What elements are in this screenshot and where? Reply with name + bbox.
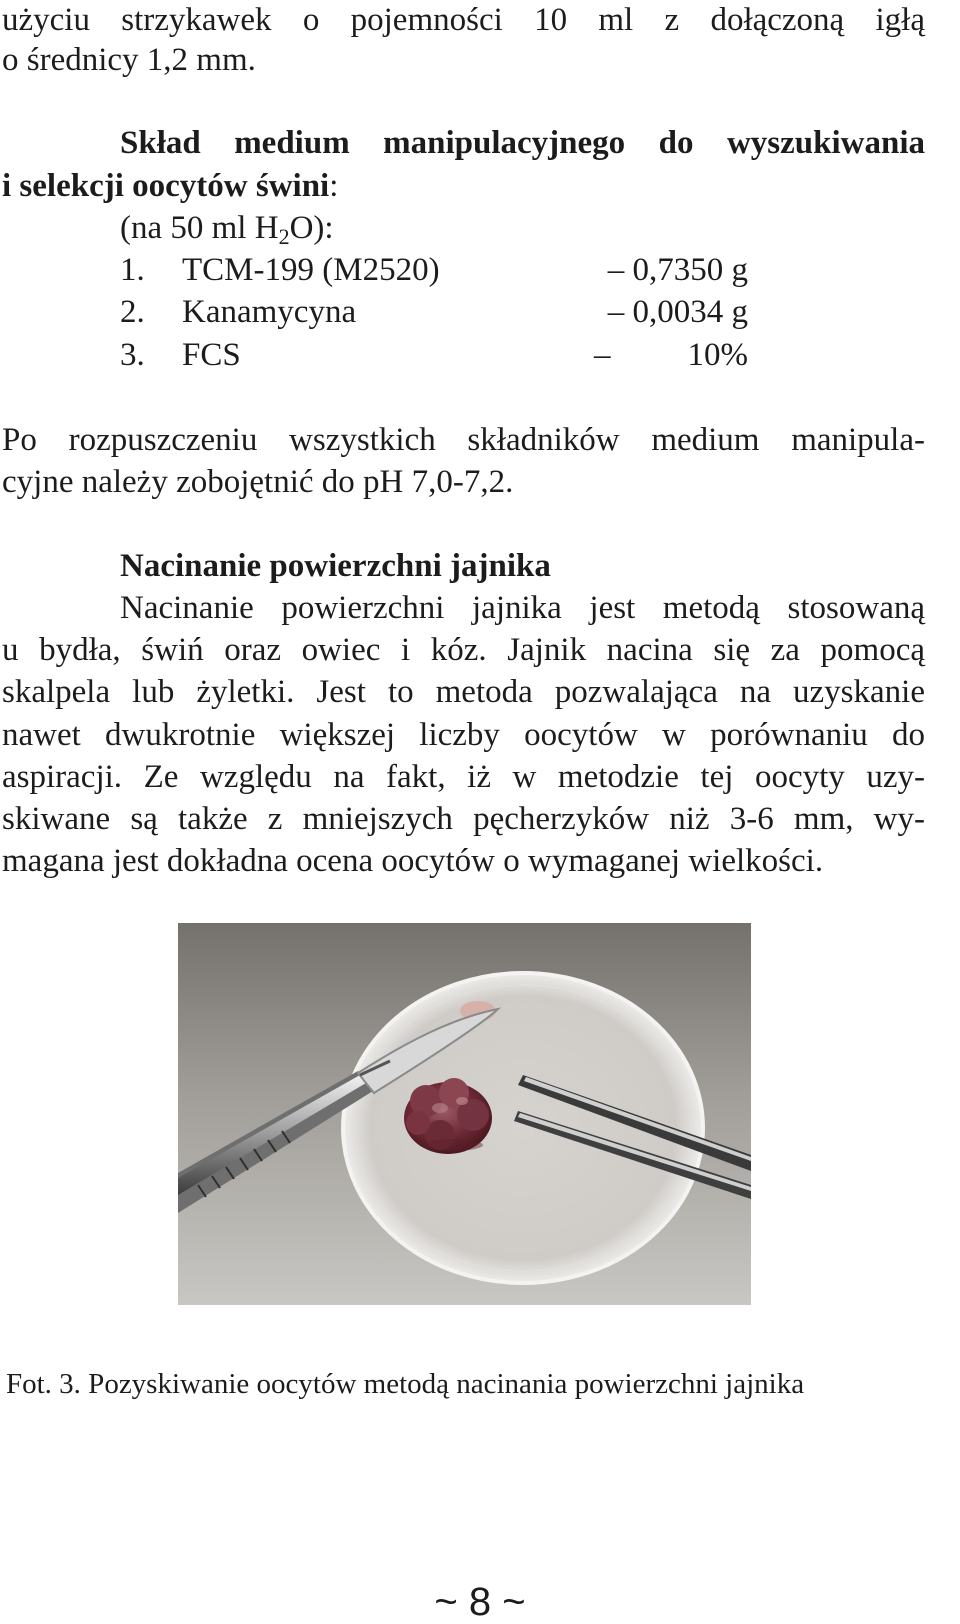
ingredient-amount: – 0,0034 g	[607, 294, 748, 330]
section2-line-2: u bydła, świń oraz owiec i kóz. Jajnik nacina się za pomocą	[2, 632, 925, 668]
section2-heading: Nacinanie powierzchni jajnika	[120, 548, 551, 584]
ingredient-amount: – 0,7350 g	[607, 252, 748, 288]
ingredient-name: Kanamycyna	[182, 294, 357, 330]
section2-line-1: Nacinanie powierzchni jajnika jest metodą stosowaną	[120, 590, 925, 626]
ingredient-dash: –	[594, 337, 611, 373]
section1-heading-bold: i selekcji oocytów świni	[2, 168, 330, 204]
ingredient-number: 1.	[120, 252, 145, 288]
photo-ovary-incision	[178, 923, 751, 1305]
section1-heading-colon: :	[329, 168, 339, 204]
section2-line-6: skiwane są także z mniejszych pęcherzyków niż 3-6 mm, wy-	[2, 801, 925, 837]
section1-heading-line-2	[2, 170, 338, 203]
intro-line-2: o średnicy 1,2 mm.	[2, 42, 256, 78]
intro-line-1: użyciu strzykawek o pojemności 10 ml z dołączoną igłą	[2, 2, 925, 38]
page-number: ~ 8 ~	[434, 1580, 526, 1624]
ingredient-amount: 10%	[687, 337, 748, 373]
volume-line	[120, 212, 334, 248]
ingredient-name: FCS	[182, 337, 241, 373]
ingredient-number: 2.	[120, 294, 145, 330]
note-line-2: cyjne należy zobojętnić do pH 7,0-7,2.	[2, 464, 514, 500]
note-line-1: Po rozpuszczeniu wszystkich składników medium manipula-	[2, 422, 925, 458]
volume-subscript: 2	[278, 224, 290, 249]
volume-prefix: (na 50 ml H	[120, 210, 279, 246]
section2-line-3: skalpela lub żyletki. Jest to metoda pozwalająca na uzyskanie	[2, 674, 925, 710]
section1-heading-line-1: Skład medium manipulacyjnego do wyszukiwania	[120, 125, 925, 161]
figure-caption: Fot. 3. Pozyskiwanie oocytów metodą nacinania powierzchni jajnika	[6, 1368, 805, 1400]
ingredient-name: TCM-199 (M2520)	[182, 252, 440, 288]
volume-suffix: O):	[289, 210, 334, 246]
ingredient-number: 3.	[120, 337, 145, 373]
section2-line-5: aspiracji. Ze względu na fakt, iż w metodzie tej oocyty uzy-	[2, 759, 925, 795]
section2-line-7: magana jest dokładna ocena oocytów o wymaganej wielkości.	[2, 843, 824, 879]
section2-line-4: nawet dwukrotnie większej liczby oocytów w porównaniu do	[2, 717, 925, 753]
